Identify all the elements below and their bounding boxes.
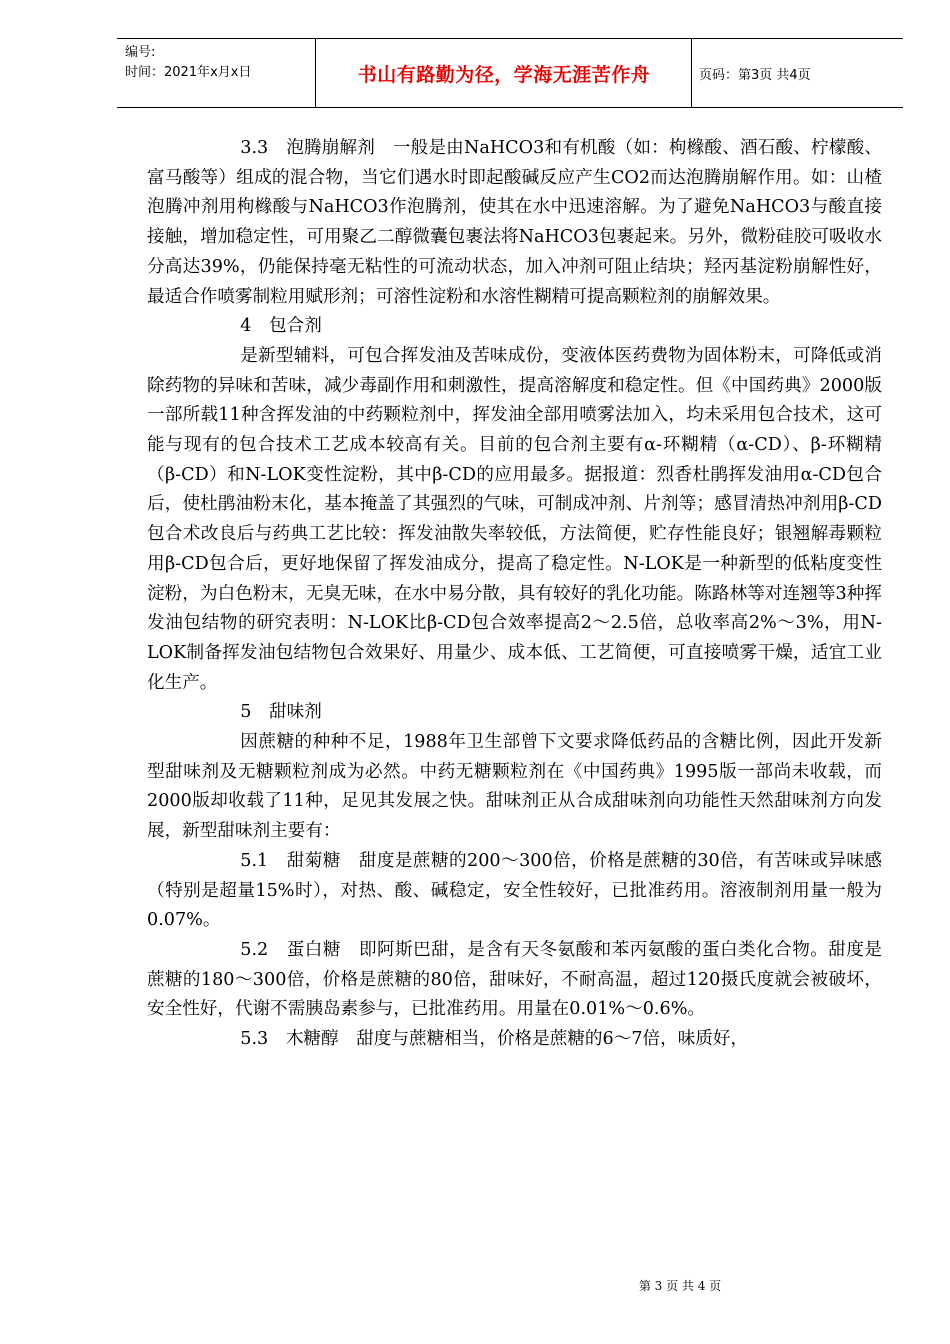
section-heading-4-inclusion-agent: 4 包合剂 [240,316,322,337]
section-heading-5-sweetener: 5 甜味剂 [240,702,322,723]
header-divider-left [315,39,316,107]
paragraph-inclusion-agent: 是新型辅料，可包合挥发油及苦味成份，变液体医药费物为固体粉末，可降低或消除药物的异味和苦味，减少毒副作用和刺激性，提高溶解度和稳定性。但《中国药典》2000版一部所载11种含挥发油的中药颗粒剂中，挥发油全部用喷雾法加入，均未采用包合技术，这可能与现有的包合技术工艺成本较高有关。目前的包合剂主要有α-环糊精（α-CD）、β-环糊精（β-CD）和N-LOK变性淀粉，其中β-CD的应用最多。据报道：烈香杜鹃挥发油用α-CD包合后，使杜鹃油粉末化，基本掩盖了其强烈的气味，可制成冲剂、片剂等；感冒清热冲剂用β-CD包合术改良后与药典工艺比较：挥发油散失率较低，方法简便，贮存性能良好；银翘解毒颗粒用β-CD包合后，更好地保留了挥发油成分，提高了稳定性。N-LOK是一种新型的低粘度变性淀粉，为白色粉末，无臭无味，在水中易分散，具有较好的乳化功能。陈路林等对连翘等3种挥发油包结物的研究表明：N-LOK比β-CD包合效率提高2～2.5倍，总收率高2%～3%，用N-LOK制备挥发油包结物包合效果好、用量少、成本低、工艺简便，可直接喷雾干燥，适宜工业化生产。 [147,345,882,693]
footer-page-number: 第 3 页 共 4 页 [638,1279,722,1293]
document-time-label: 时间：2021年x月x日 [125,65,252,80]
document-number-label: 编号: [125,45,156,60]
paragraph-5-3-xylitol: 5.3 木糖醇 甜度与蔗糖相当，价格是蔗糖的6～7倍，味质好， [240,1029,749,1050]
header-divider-right [691,39,692,107]
paragraph-5-1-stevioside: 5.1 甜菊糖 甜度是蔗糖的200～300倍，价格是蔗糖的30倍，有苦味或异味感（特别是超量15%时），对热、酸、碱稳定，安全性较好，已批准药用。溶液制剂用量一般为0.07%。 [147,850,882,931]
page-footer [0,1277,950,1294]
document-body [147,134,882,1055]
header-meta [125,43,315,83]
header-motto: 书山有路勤为径，学海无涯苦作舟 [357,63,651,86]
paragraph-3-3-effervescent-disintegrant: 3.3 泡腾崩解剂 一般是由NaHCO3和有机酸（如：枸橼酸、酒石酸、柠檬酸、富马酸等）组成的混合物，当它们遇水时即起酸碱反应产生CO2而达泡腾崩解作用。如：山楂泡腾冲剂用枸橼酸与NaHCO3作泡腾剂，使其在水中迅速溶解。为了避免NaHCO3与酸直接接触，增加稳定性，可用聚乙二醇微囊包裹法将NaHCO3包裹起来。另外，微粉硅胶可吸收水分高达39%，仍能保持毫无粘性的可流动状态，加入冲剂可阻止结块；羟丙基淀粉崩解性好，最适合作喷雾制粒用赋形剂；可溶性淀粉和水溶性糊精可提高颗粒剂的崩解效果。 [147,138,882,307]
header-page-info: 页码：第3页 共4页 [699,67,811,83]
paragraph-sweetener-intro: 因蔗糖的种种不足，1988年卫生部曾下文要求降低药品的含糖比例，因此开发新型甜味剂及无糖颗粒剂成为必然。中药无糖颗粒剂在《中国药典》1995版一部尚未收载，而2000版却收载了11种，足见其发展之快。甜味剂正从合成甜味剂向功能性天然甜味剂方向发展，新型甜味剂主要有： [147,732,882,842]
paragraph-5-2-aspartame: 5.2 蛋白糖 即阿斯巴甜，是含有天冬氨酸和苯丙氨酸的蛋白类化合物。甜度是蔗糖的180～300倍，价格是蔗糖的80倍，甜味好，不耐高温，超过120摄氏度就会被破坏，安全性好，代谢不需胰岛素参与，已批准药用。用量在0.01%～0.6%。 [147,939,882,1020]
page-header [117,38,903,108]
